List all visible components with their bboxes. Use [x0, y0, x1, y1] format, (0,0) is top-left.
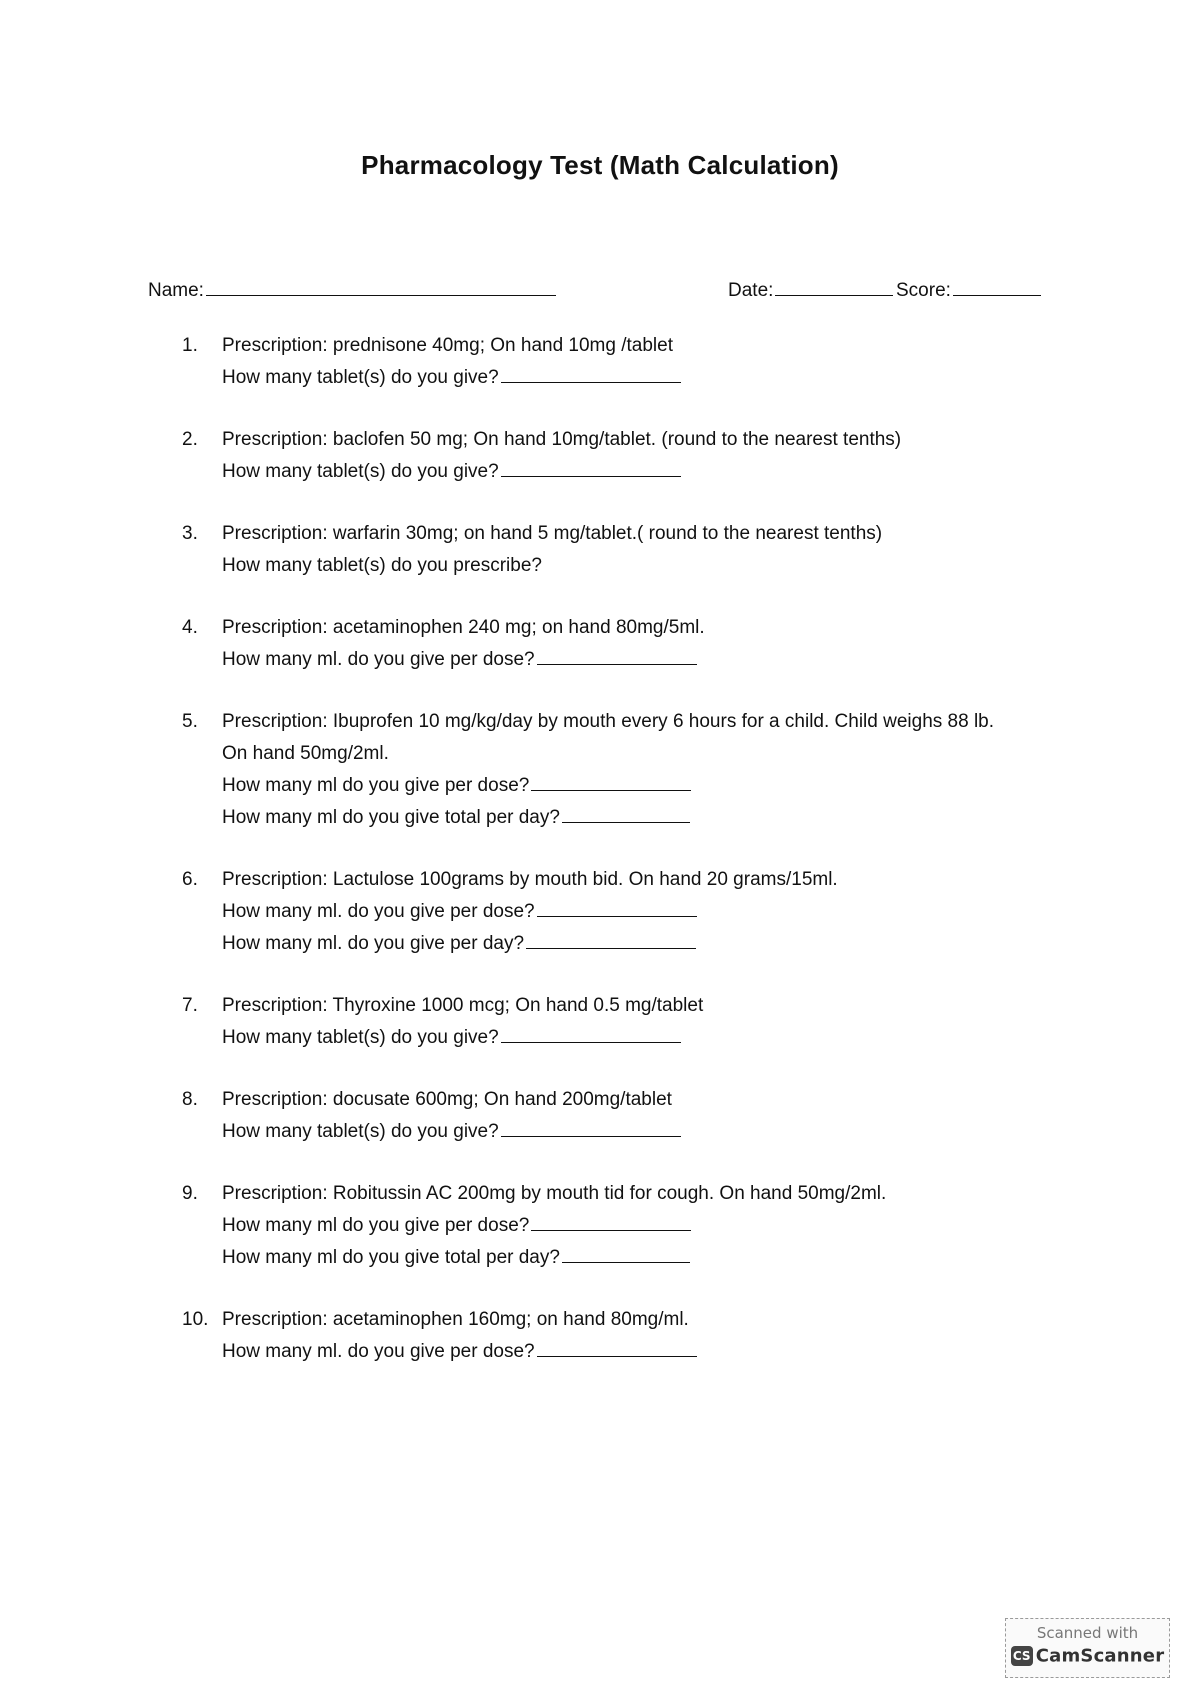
- question-line: [222, 1022, 1062, 1054]
- question-line: [222, 928, 1062, 960]
- answer-blank: [531, 789, 691, 791]
- name-blank: [206, 294, 556, 296]
- question-prescription: Prescription: acetaminophen 240 mg; on hand 80mg/5ml.: [222, 617, 705, 638]
- page-title: Pharmacology Test (Math Calculation): [361, 150, 839, 180]
- answer-blank: [537, 663, 697, 665]
- question-item: [182, 612, 1062, 676]
- question-prescription: Prescription: Robitussin AC 200mg by mouth tid for cough. On hand 50mg/2ml.: [222, 1183, 887, 1204]
- question-number: 6.: [182, 869, 198, 890]
- question-prompt: How many ml do you give per dose?: [222, 1215, 530, 1236]
- question-prescription: Prescription: Thyroxine 1000 mcg; On hand 0.5 mg/tablet: [222, 995, 704, 1016]
- answer-blank: [501, 1135, 681, 1137]
- question-line: [222, 362, 1062, 394]
- question-prompt: How many tablet(s) do you give?: [222, 1121, 499, 1142]
- question-item: [182, 1084, 1062, 1148]
- name-field: [148, 280, 556, 302]
- question-number: 4.: [182, 617, 198, 638]
- question-prompt: How many tablet(s) do you prescribe?: [222, 555, 542, 576]
- header-fields: [148, 280, 1048, 310]
- question-prescription: Prescription: acetaminophen 160mg; on hand 80mg/ml.: [222, 1309, 689, 1330]
- question-line: [222, 1210, 1062, 1242]
- camscanner-watermark: [1005, 1618, 1170, 1678]
- question-onhand: On hand 50mg/2ml.: [222, 743, 389, 764]
- question-number: 10.: [182, 1309, 209, 1330]
- question-item: [182, 330, 1062, 394]
- question-prompt: How many ml do you give total per day?: [222, 807, 560, 828]
- camscanner-logo-icon: CS: [1011, 1646, 1033, 1666]
- question-item: [182, 1178, 1062, 1274]
- question-item: [182, 1304, 1062, 1368]
- question-number: 3.: [182, 523, 198, 544]
- watermark-brand: CamScanner: [1035, 1645, 1165, 1667]
- question-prescription: Prescription: warfarin 30mg; on hand 5 mg/tablet.( round to the nearest tenths): [222, 523, 883, 544]
- answer-blank: [501, 475, 681, 477]
- question-number: 5.: [182, 711, 198, 732]
- watermark-brand-row: [1006, 1645, 1169, 1667]
- question-line: [222, 1242, 1062, 1274]
- question-line: [222, 802, 1062, 834]
- answer-blank: [531, 1229, 691, 1231]
- question-line: [222, 456, 1062, 488]
- answer-blank: [537, 1355, 697, 1357]
- question-line: [222, 896, 1062, 928]
- question-prescription: Prescription: docusate 600mg; On hand 200mg/tablet: [222, 1089, 672, 1110]
- question-prompt: How many ml. do you give per day?: [222, 933, 525, 954]
- answer-blank: [501, 381, 681, 383]
- question-prescription: Prescription: prednisone 40mg; On hand 10mg /tablet: [222, 335, 673, 356]
- question-line: [222, 644, 1062, 676]
- question-number: 1.: [182, 335, 198, 356]
- question-number: 7.: [182, 995, 198, 1016]
- score-blank: [953, 294, 1041, 296]
- question-number: 9.: [182, 1183, 198, 1204]
- question-prompt: How many ml do you give total per day?: [222, 1247, 560, 1268]
- question-item: [182, 864, 1062, 960]
- answer-blank: [537, 915, 697, 917]
- question-prompt: How many ml do you give per dose?: [222, 775, 530, 796]
- question-item: [182, 518, 1062, 582]
- question-number: 2.: [182, 429, 198, 450]
- question-line: [222, 770, 1062, 802]
- name-label: Name:: [148, 280, 204, 301]
- question-prompt: How many ml. do you give per dose?: [222, 649, 535, 670]
- date-label: Date:: [728, 280, 774, 301]
- answer-blank: [562, 821, 690, 823]
- answer-blank: [501, 1041, 681, 1043]
- question-prompt: How many ml. do you give per dose?: [222, 1341, 535, 1362]
- question-prescription: Prescription: baclofen 50 mg; On hand 10mg/tablet. (round to the nearest tenths): [222, 429, 902, 450]
- question-line: [222, 1116, 1062, 1148]
- date-blank: [775, 294, 893, 296]
- question-number: 8.: [182, 1089, 198, 1110]
- question-prescription: Prescription: Ibuprofen 10 mg/kg/day by mouth every 6 hours for a child. Child weighs 88 lb.: [222, 711, 995, 732]
- question-item: [182, 424, 1062, 488]
- question-item: [182, 990, 1062, 1054]
- question-prompt: How many tablet(s) do you give?: [222, 1027, 499, 1048]
- question-prompt: How many tablet(s) do you give?: [222, 461, 499, 482]
- question-prescription: Prescription: Lactulose 100grams by mouth bid. On hand 20 grams/15ml.: [222, 869, 838, 890]
- score-label: Score:: [896, 280, 951, 301]
- answer-blank: [526, 947, 696, 949]
- watermark-top-text: Scanned with: [1036, 1624, 1139, 1642]
- question-item: [182, 706, 1062, 834]
- question-prompt: How many tablet(s) do you give?: [222, 367, 499, 388]
- date-field: [728, 280, 893, 302]
- question-line: [222, 1336, 1062, 1368]
- answer-blank: [562, 1261, 690, 1263]
- score-field: [896, 280, 1041, 302]
- question-list: [182, 330, 1062, 1398]
- question-prompt: How many ml. do you give per dose?: [222, 901, 535, 922]
